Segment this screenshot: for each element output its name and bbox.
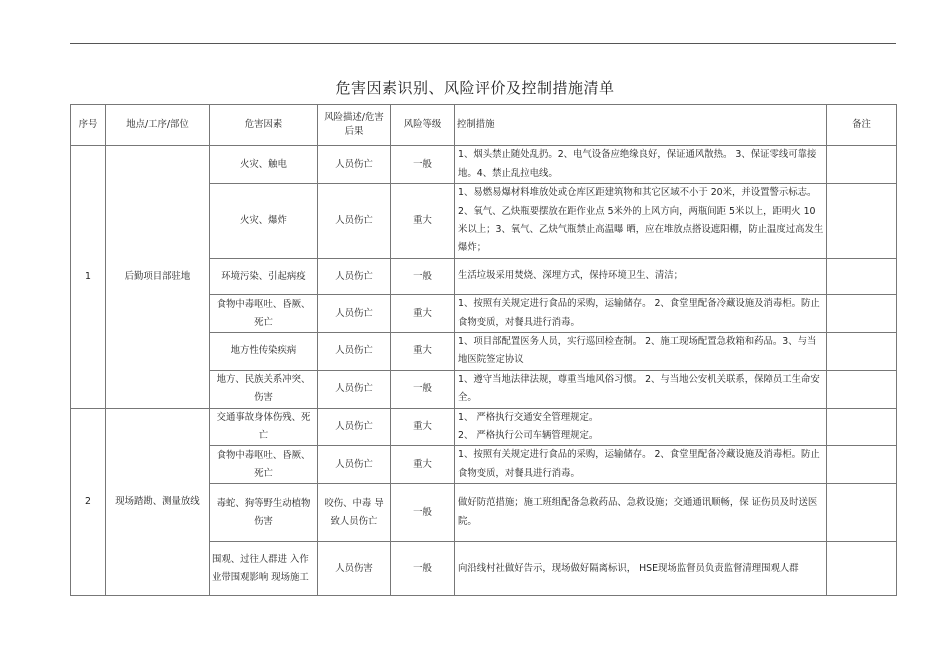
level-cell: 重大 bbox=[391, 184, 455, 259]
measures-cell: 做好防范措施；施工班组配备急救药品、急救设施；交通通讯顺畅，保 证伤员及时送医院。 bbox=[455, 484, 827, 542]
hazard-cell: 食物中毒呕吐、昏厥、死亡 bbox=[210, 446, 318, 484]
header-risk-desc: 风险描述/危害后果 bbox=[318, 105, 391, 146]
remark-cell bbox=[827, 259, 897, 295]
risk-cell: 人员伤亡 bbox=[318, 333, 391, 371]
measures-cell: 1、按照有关规定进行食品的采购，运输储存。 2、食堂里配备冷藏设施及消毒柜。防止食物变质，对餐具进行消毒。 bbox=[455, 295, 827, 333]
measures-cell: 1、烟头禁止随处乱扔。2、电气设备应绝缘良好，保证通风散热。 3、保证零线可靠接地。4、禁止乱拉电线。 bbox=[455, 146, 827, 184]
risk-cell: 人员伤亡 bbox=[318, 408, 391, 446]
top-rule bbox=[70, 43, 896, 44]
risk-cell: 人员伤亡 bbox=[318, 259, 391, 295]
hazard-cell: 围观、过往人群进 入作业带围观影响 现场施工 bbox=[210, 542, 318, 596]
table-row bbox=[71, 408, 897, 446]
remark-cell bbox=[827, 370, 897, 408]
header-row bbox=[71, 105, 897, 146]
risk-cell: 咬伤、中毒 导致人员伤亡 bbox=[318, 484, 391, 542]
hazard-cell: 食物中毒呕吐、昏厥、死亡 bbox=[210, 295, 318, 333]
level-cell: 一般 bbox=[391, 146, 455, 184]
remark-cell bbox=[827, 408, 897, 446]
group-location: 现场踏勘、测量放线 bbox=[106, 408, 210, 596]
level-cell: 一般 bbox=[391, 484, 455, 542]
remark-cell bbox=[827, 146, 897, 184]
level-cell: 重大 bbox=[391, 295, 455, 333]
hazard-cell: 火灾、爆炸 bbox=[210, 184, 318, 259]
level-cell: 重大 bbox=[391, 333, 455, 371]
measures-cell: 1、易燃易爆材料堆放处或仓库区距建筑物和其它区域不小于 20米，并设置警示标志。2、氧气、乙炔瓶要摆放在距作业点 5米外的上风方向，两瓶间距 5米以上，距明火 10米以上；3、氧气、乙炔气瓶禁止高温曝 晒，应在堆放点搭设遮阳棚，防止温度过高发生爆炸； bbox=[455, 184, 827, 259]
remark-cell bbox=[827, 484, 897, 542]
risk-cell: 人员伤亡 bbox=[318, 146, 391, 184]
level-cell: 一般 bbox=[391, 259, 455, 295]
remark-cell bbox=[827, 333, 897, 371]
group-seq: 2 bbox=[71, 408, 106, 596]
risk-cell: 人员伤害 bbox=[318, 542, 391, 596]
hazard-cell: 毒蛇、狗等野生动植物伤害 bbox=[210, 484, 318, 542]
measures-cell: 1、按照有关规定进行食品的采购，运输储存。 2、食堂里配备冷藏设施及消毒柜。防止食物变质，对餐具进行消毒。 bbox=[455, 446, 827, 484]
group-location: 后勤项目部驻地 bbox=[106, 146, 210, 409]
remark-cell bbox=[827, 542, 897, 596]
measures-cell: 1、 严格执行交通安全管理规定。 2、 严格执行公司车辆管理规定。 bbox=[455, 408, 827, 446]
table-row bbox=[71, 146, 897, 184]
hazard-cell: 地方、民族关系冲突、伤害 bbox=[210, 370, 318, 408]
header-location: 地点/工序/部位 bbox=[106, 105, 210, 146]
level-cell: 重大 bbox=[391, 446, 455, 484]
risk-cell: 人员伤亡 bbox=[318, 184, 391, 259]
header-measures: 控制措施 bbox=[455, 105, 827, 146]
hazard-cell: 环境污染、引起病疫 bbox=[210, 259, 318, 295]
document-title: 危害因素识别、风险评价及控制措施清单 bbox=[335, 79, 615, 97]
hazard-cell: 地方性传染疾病 bbox=[210, 333, 318, 371]
header-remark: 备注 bbox=[827, 105, 897, 146]
measures-cell: 1、遵守当地法律法规，尊重当地风俗习惯。 2、与当地公安机关联系，保障员工生命安全。 bbox=[455, 370, 827, 408]
group-seq: 1 bbox=[71, 146, 106, 409]
remark-cell bbox=[827, 446, 897, 484]
remark-cell bbox=[827, 184, 897, 259]
hazard-cell: 火灾、触电 bbox=[210, 146, 318, 184]
risk-cell: 人员伤亡 bbox=[318, 295, 391, 333]
hazard-cell: 交通事故身体伤残、死亡 bbox=[210, 408, 318, 446]
header-hazard: 危害因素 bbox=[210, 105, 318, 146]
header-level: 风险等级 bbox=[391, 105, 455, 146]
header-seq: 序号 bbox=[71, 105, 106, 146]
level-cell: 重大 bbox=[391, 408, 455, 446]
measures-cell: 1、项目部配置医务人员，实行巡回检查制。 2、施工现场配置急救箱和药品。3、与当地医院签定协议 bbox=[455, 333, 827, 371]
measures-cell: 生活垃圾采用焚烧、深埋方式，保持环境卫生、清洁； bbox=[455, 259, 827, 295]
risk-cell: 人员伤亡 bbox=[318, 370, 391, 408]
measures-cell: 向沿线村社做好告示，现场做好隔离标识， HSE现场监督员负责监督清理围观人群 bbox=[455, 542, 827, 596]
risk-cell: 人员伤亡 bbox=[318, 446, 391, 484]
remark-cell bbox=[827, 295, 897, 333]
level-cell: 一般 bbox=[391, 542, 455, 596]
risk-table bbox=[70, 104, 897, 596]
level-cell: 一般 bbox=[391, 370, 455, 408]
